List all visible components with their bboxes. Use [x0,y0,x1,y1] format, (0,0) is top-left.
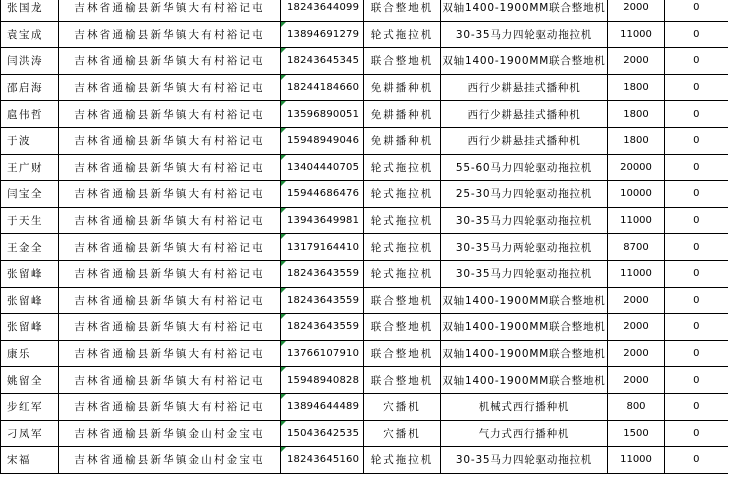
cell-phone[interactable]: 15948949046 [281,127,364,154]
cell-address[interactable]: 吉林省通榆县新华镇大有村裕记屯 [59,314,281,341]
cell-address[interactable]: 吉林省通榆县新华镇金山村金宝屯 [59,420,281,447]
cell-machine-type[interactable]: 轮式拖拉机 [364,447,441,474]
cell-count[interactable]: 0 [665,447,728,474]
cell-amount[interactable]: 2000 [608,367,665,394]
cell-phone[interactable]: 18243643559 [281,287,364,314]
table-row [1,260,728,287]
cell-machine-type[interactable]: 轮式拖拉机 [364,154,441,181]
cell-machine-type[interactable]: 穴播机 [364,393,441,420]
cell-machine-type[interactable]: 联合整地机 [364,0,441,21]
cell-count[interactable]: 0 [665,314,728,341]
cell-count[interactable]: 0 [665,0,728,21]
cell-address[interactable]: 吉林省通榆县新华镇金山村金宝屯 [59,447,281,474]
cell-name[interactable]: 张留峰 [1,314,59,341]
cell-amount[interactable]: 2000 [608,340,665,367]
cell-count[interactable]: 0 [665,101,728,128]
cell-address[interactable]: 吉林省通榆县新华镇大有村裕记屯 [59,101,281,128]
table-row [1,181,728,208]
table-row [1,207,728,234]
cell-machine-type[interactable]: 轮式拖拉机 [364,181,441,208]
cell-name[interactable]: 于天生 [1,207,59,234]
cell-amount[interactable]: 2000 [608,0,665,21]
cell-phone[interactable]: 13179164410 [281,234,364,261]
cell-count[interactable]: 0 [665,154,728,181]
cell-phone[interactable]: 15948940828 [281,367,364,394]
cell-machine-type[interactable]: 免耕播种机 [364,74,441,101]
cell-amount[interactable]: 1800 [608,127,665,154]
cell-model[interactable]: 双轴1400-1900MM联合整地机 [441,48,608,75]
cell-phone[interactable]: 13894691279 [281,21,364,48]
cell-address[interactable]: 吉林省通榆县新华镇大有村裕记屯 [59,207,281,234]
cell-amount[interactable]: 20000 [608,154,665,181]
cell-model[interactable]: 气力式西行播种机 [441,420,608,447]
cell-amount[interactable]: 1800 [608,101,665,128]
cell-amount[interactable]: 11000 [608,447,665,474]
cell-amount[interactable]: 2000 [608,314,665,341]
cell-phone[interactable]: 13943649981 [281,207,364,234]
cell-phone[interactable]: 18243643559 [281,314,364,341]
cell-amount[interactable]: 1800 [608,74,665,101]
table-row [1,154,728,181]
table-row [1,74,728,101]
cell-address[interactable]: 吉林省通榆县新华镇大有村裕记屯 [59,340,281,367]
cell-model[interactable]: 30-35马力四轮驱动拖拉机 [441,207,608,234]
table-row [1,393,728,420]
cell-name[interactable]: 于波 [1,127,59,154]
cell-amount[interactable]: 11000 [608,207,665,234]
cell-address[interactable]: 吉林省通榆县新华镇大有村裕记屯 [59,0,281,21]
cell-model[interactable]: 30-35马力四轮驱动拖拉机 [441,21,608,48]
cell-amount[interactable]: 11000 [608,21,665,48]
cell-address[interactable]: 吉林省通榆县新华镇大有村裕记屯 [59,21,281,48]
cell-count[interactable]: 0 [665,287,728,314]
cell-phone[interactable]: 15043642535 [281,420,364,447]
cell-name[interactable]: 袁宝成 [1,21,59,48]
cell-machine-type[interactable]: 联合整地机 [364,287,441,314]
cell-phone[interactable]: 18243645160 [281,447,364,474]
table-row [1,287,728,314]
cell-model[interactable]: 25-30马力四轮驱动拖拉机 [441,181,608,208]
cell-count[interactable]: 0 [665,21,728,48]
cell-address[interactable]: 吉林省通榆县新华镇大有村裕记屯 [59,234,281,261]
cell-count[interactable]: 0 [665,74,728,101]
table-row [1,0,728,21]
cell-address[interactable]: 吉林省通榆县新华镇大有村裕记屯 [59,181,281,208]
cell-phone[interactable]: 18244184660 [281,74,364,101]
cell-machine-type[interactable]: 联合整地机 [364,367,441,394]
cell-name[interactable]: 宋福 [1,447,59,474]
cell-machine-type[interactable]: 穴播机 [364,420,441,447]
cell-count[interactable]: 0 [665,207,728,234]
table-row [1,234,728,261]
cell-machine-type[interactable]: 轮式拖拉机 [364,234,441,261]
cell-model[interactable]: 西行少耕悬挂式播种机 [441,101,608,128]
cell-model[interactable]: 30-35马力两轮驱动拖拉机 [441,234,608,261]
cell-address[interactable]: 吉林省通榆县新华镇大有村裕记屯 [59,48,281,75]
cell-count[interactable]: 0 [665,420,728,447]
cell-name[interactable]: 张国龙 [1,0,59,21]
cell-name[interactable]: 闫洪涛 [1,48,59,75]
cell-address[interactable]: 吉林省通榆县新华镇大有村裕记屯 [59,260,281,287]
cell-machine-type[interactable]: 联合整地机 [364,48,441,75]
cell-amount[interactable]: 1500 [608,420,665,447]
cell-count[interactable]: 0 [665,260,728,287]
cell-name[interactable]: 邵启海 [1,74,59,101]
cell-model[interactable]: 双轴1400-1900MM联合整地机 [441,0,608,21]
cell-phone[interactable]: 13596890051 [281,101,364,128]
cell-name[interactable]: 张留峰 [1,260,59,287]
cell-address[interactable]: 吉林省通榆县新华镇大有村裕记屯 [59,74,281,101]
cell-address[interactable]: 吉林省通榆县新华镇大有村裕记屯 [59,287,281,314]
cell-amount[interactable]: 2000 [608,48,665,75]
cell-model[interactable]: 55-60马力四轮驱动拖拉机 [441,154,608,181]
cell-name[interactable]: 王金全 [1,234,59,261]
cell-name[interactable]: 刁凤军 [1,420,59,447]
cell-name[interactable]: 闫宝全 [1,181,59,208]
cell-count[interactable]: 0 [665,48,728,75]
table-row [1,101,728,128]
cell-count[interactable]: 0 [665,234,728,261]
cell-count[interactable]: 0 [665,393,728,420]
cell-address[interactable]: 吉林省通榆县新华镇大有村裕记屯 [59,367,281,394]
cell-model[interactable]: 双轴1400-1900MM联合整地机 [441,367,608,394]
cell-name[interactable]: 张留峰 [1,287,59,314]
cell-model[interactable]: 30-35马力四轮驱动拖拉机 [441,260,608,287]
cell-machine-type[interactable]: 轮式拖拉机 [364,260,441,287]
cell-model[interactable]: 机械式西行播种机 [441,393,608,420]
table-row [1,127,728,154]
cell-model[interactable]: 双轴1400-1900MM联合整地机 [441,314,608,341]
cell-machine-type[interactable]: 联合整地机 [364,340,441,367]
table-row [1,340,728,367]
cell-machine-type[interactable]: 免耕播种机 [364,101,441,128]
cell-amount[interactable]: 10000 [608,181,665,208]
cell-amount[interactable]: 8700 [608,234,665,261]
cell-address[interactable]: 吉林省通榆县新华镇大有村裕记屯 [59,154,281,181]
cell-model[interactable]: 双轴1400-1900MM联合整地机 [441,340,608,367]
cell-machine-type[interactable]: 免耕播种机 [364,127,441,154]
cell-name[interactable]: 姚留全 [1,367,59,394]
cell-model[interactable]: 双轴1400-1900MM联合整地机 [441,287,608,314]
cell-count[interactable]: 0 [665,340,728,367]
cell-name[interactable]: 王广财 [1,154,59,181]
cell-phone[interactable]: 18243645345 [281,48,364,75]
cell-machine-type[interactable]: 轮式拖拉机 [364,207,441,234]
cell-address[interactable]: 吉林省通榆县新华镇大有村裕记屯 [59,393,281,420]
cell-machine-type[interactable]: 轮式拖拉机 [364,21,441,48]
cell-model[interactable]: 西行少耕悬挂式播种机 [441,127,608,154]
cell-address[interactable]: 吉林省通榆县新华镇大有村裕记屯 [59,127,281,154]
cell-name[interactable]: 扈伟哲 [1,101,59,128]
cell-name[interactable]: 步红军 [1,393,59,420]
table-body [1,0,728,473]
cell-phone[interactable]: 13894644489 [281,393,364,420]
cell-count[interactable]: 0 [665,127,728,154]
cell-model[interactable]: 西行少耕悬挂式播种机 [441,74,608,101]
cell-amount[interactable]: 800 [608,393,665,420]
cell-phone[interactable]: 13766107910 [281,340,364,367]
table-row [1,420,728,447]
cell-amount[interactable]: 11000 [608,260,665,287]
table-row [1,367,728,394]
cell-machine-type[interactable]: 联合整地机 [364,314,441,341]
cell-model[interactable]: 30-35马力四轮驱动拖拉机 [441,447,608,474]
cell-name[interactable]: 康乐 [1,340,59,367]
table-row [1,48,728,75]
cell-phone[interactable]: 18243643559 [281,260,364,287]
table-row [1,447,728,474]
cell-phone[interactable]: 15944686476 [281,181,364,208]
cell-count[interactable]: 0 [665,181,728,208]
cell-phone[interactable]: 13404440705 [281,154,364,181]
cell-phone[interactable]: 18243644099 [281,0,364,21]
table-row [1,314,728,341]
cell-amount[interactable]: 2000 [608,287,665,314]
table-row [1,21,728,48]
cell-count[interactable]: 0 [665,367,728,394]
